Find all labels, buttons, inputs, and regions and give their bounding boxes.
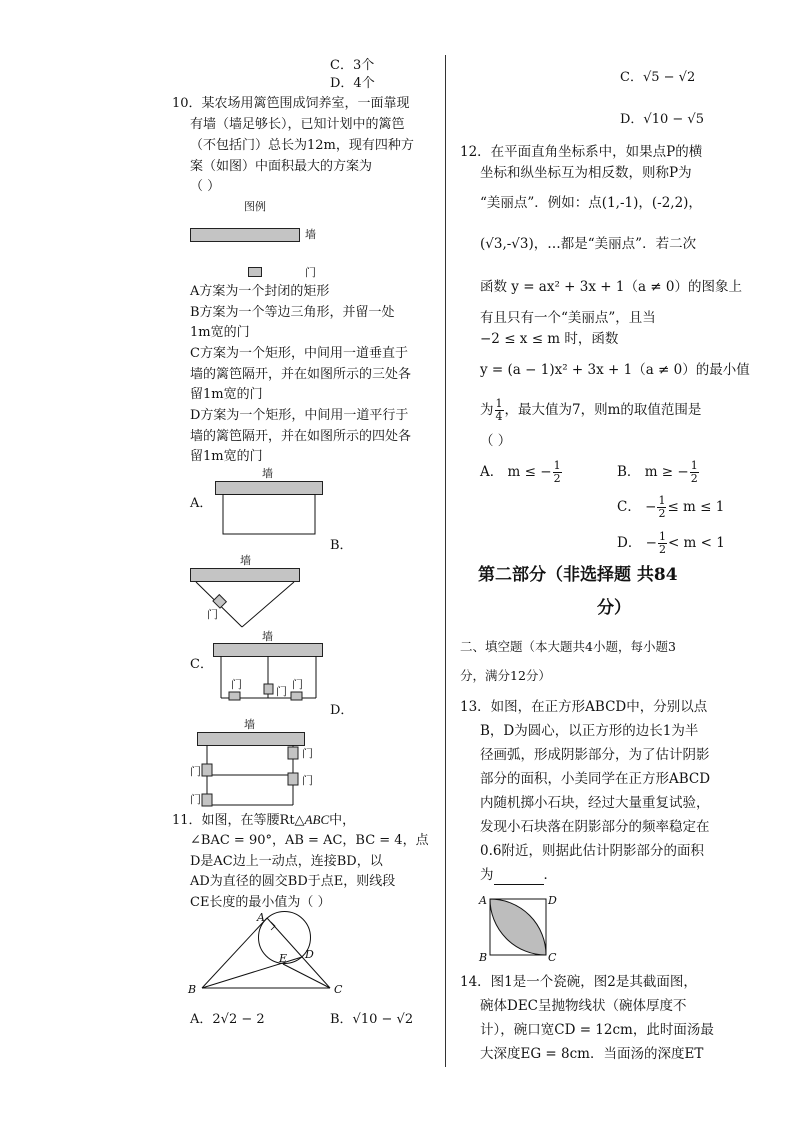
fig-d-door-label-3: 门 bbox=[302, 774, 313, 787]
q13-line-5: 内随机掷小石块，经过大量重复试验， bbox=[480, 795, 710, 811]
part-two-heading-1: 第二部分（非选择题 共84 bbox=[478, 565, 678, 585]
q11-point-e: E bbox=[279, 952, 288, 965]
legend-door-label: 门 bbox=[305, 266, 316, 279]
fig-d-door-label-2: 门 bbox=[190, 765, 201, 778]
fig-d-wall bbox=[197, 732, 305, 746]
q12-option-b: B． m ≥ − $\frac{1}{2}$ bbox=[617, 459, 698, 485]
q11-point-c: C bbox=[334, 983, 343, 996]
q12-line-7: −2 ≤ x ≤ m 时，函数 bbox=[480, 331, 619, 347]
fig-b-door-label: 门 bbox=[207, 608, 218, 621]
q11-option-a: A．2√2 − 2 bbox=[190, 1012, 265, 1027]
q13-line-2: B，D为圆心，以正方形的边长1为半 bbox=[480, 723, 699, 739]
q13-point-b: B bbox=[479, 951, 488, 964]
q10-plan-c-3: 留1m宽的门 bbox=[190, 387, 263, 402]
legend-door-swatch bbox=[248, 267, 262, 277]
fig-a-label: A． bbox=[190, 496, 213, 511]
q14-line-3: 计），碗口宽CD = 12cm，此时面汤最 bbox=[480, 1022, 714, 1038]
q10-line-4: 案（如图）中面积最大的方案为 bbox=[190, 159, 373, 174]
q12-line-3: “美丽点”．例如：点(1,-1)，(-2,2)， bbox=[480, 195, 702, 211]
q13-line-4: 部分的面积，小美同学在正方形ABCD bbox=[480, 771, 711, 787]
q13-line-1: 13．如图，在正方形ABCD中，分别以点 bbox=[460, 699, 708, 715]
q11-option-d: D．√10 − √5 bbox=[620, 112, 704, 127]
fig-c-enclosure bbox=[213, 656, 325, 702]
fig-c-door-label-3: 门 bbox=[292, 678, 303, 691]
fig-b-wall bbox=[190, 568, 300, 582]
q10-plan-c-2: 墙的篱笆隔开，并在如图所示的三处各 bbox=[190, 367, 412, 382]
fig-c-wall-label: 墙 bbox=[262, 630, 273, 643]
q10-plan-d-3: 留1m宽的门 bbox=[190, 449, 263, 464]
fig-b-wall-label: 墙 bbox=[240, 554, 251, 567]
fig-d-door-label-4: 门 bbox=[190, 793, 201, 806]
fig-a-wall bbox=[215, 481, 323, 495]
fraction-one-quarter: $\frac{1}{4}$ bbox=[495, 397, 503, 423]
q11-line-4: AD为直径的圆交BD于点E，则线段 bbox=[190, 874, 396, 889]
q10-line-1: 10．某农场用篱笆围成饲养室，一面靠现 bbox=[172, 96, 410, 111]
q13-point-c: C bbox=[548, 951, 557, 964]
q11-option-b: B．√10 − √2 bbox=[330, 1012, 414, 1027]
q12-answer-paren: （ ） bbox=[480, 433, 512, 449]
legend-title: 图例 bbox=[244, 200, 266, 213]
q10-plan-d-2: 墙的篱笆隔开，并在如图所示的四处各 bbox=[190, 429, 412, 444]
fig-c-label: C． bbox=[190, 657, 213, 672]
q13-line-6: 发现小石块落在阴影部分的频率稳定在 bbox=[480, 819, 710, 835]
q10-plan-d-1: D方案为一个矩形，中间用一道平行于 bbox=[190, 408, 409, 423]
q12-line-9: 为 $\frac{1}{4}$ ，最大值为7，则m的取值范围是 bbox=[480, 397, 702, 423]
q12-option-c: C． − $\frac{1}{2}$ ≤ m ≤ 1 bbox=[617, 494, 725, 520]
column-divider bbox=[445, 55, 446, 1067]
q14-line-1: 14．图1是一个瓷碗，图2是其截面图， bbox=[460, 974, 697, 990]
fig-d-label: D． bbox=[330, 703, 354, 718]
q13-answer-blank[interactable] bbox=[494, 870, 544, 885]
q10-line-3: （不包括门）总长为12m，现有四种方 bbox=[190, 138, 414, 153]
q11-line-3: D是AC边上一动点，连接BD，以 bbox=[190, 854, 383, 869]
q11-line-5: CE长度的最小值为（ ） bbox=[190, 895, 331, 910]
q11-line-1: 11．如图，在等腰Rt△ABC中， bbox=[172, 812, 356, 828]
q14-line-2: 碗体DEC呈抛物线状（碗体厚度不 bbox=[480, 998, 687, 1014]
q12-line-1: 12．在平面直角坐标系中，如果点P的横 bbox=[460, 144, 703, 160]
q13-line-8: 为 ． bbox=[480, 867, 557, 883]
q12-line-2: 坐标和纵坐标互为相反数，则称P为 bbox=[480, 165, 692, 181]
fig-c-door-label-2: 门 bbox=[276, 685, 287, 698]
q10-plan-c-1: C方案为一个矩形，中间用一道垂直于 bbox=[190, 346, 408, 361]
q12-line-6: 有且只有一个“美丽点”，且当 bbox=[480, 310, 656, 326]
q11-point-b: B bbox=[188, 983, 197, 996]
fig-d-enclosure bbox=[197, 745, 309, 807]
q12-line-8: y = (a − 1)x² + 3x + 1（a ≠ 0）的最小值 bbox=[480, 362, 750, 378]
section-two-heading-2: 分，满分12分） bbox=[460, 668, 551, 683]
fig-c-wall bbox=[213, 643, 323, 657]
q10-line-2: 有墙（墙足够长），已知计划中的篱笆 bbox=[190, 117, 405, 132]
q10-plan-b-2: 1m宽的门 bbox=[190, 325, 250, 340]
q9-option-c: C．3个 bbox=[330, 58, 375, 73]
q12-line-4: (√3,-√3)，…都是“美丽点”．若二次 bbox=[480, 236, 697, 252]
q9-option-d: D．4个 bbox=[330, 76, 375, 91]
fig-b-label: B． bbox=[330, 538, 353, 553]
q13-point-a: A bbox=[479, 894, 487, 907]
fig-a-enclosure bbox=[215, 494, 325, 536]
section-two-heading-1: 二、填空题（本大题共4小题，每小题3 bbox=[460, 639, 676, 654]
q11-point-a: A bbox=[257, 911, 265, 924]
q11-option-c: C．√5 − √2 bbox=[620, 70, 696, 85]
q11-line-2: ∠BAC = 90°，AB = AC，BC = 4，点 bbox=[190, 833, 429, 848]
q10-plan-b-1: B方案为一个等边三角形，并留一处 bbox=[190, 305, 395, 320]
q13-line-7: 0.6附近，则据此估计阴影部分的面积 bbox=[480, 843, 704, 859]
q12-option-d: D． − $\frac{1}{2}$ < m < 1 bbox=[617, 530, 725, 556]
q12-option-a: A． m ≤ − $\frac{1}{2}$ bbox=[480, 459, 561, 485]
q12-line-5: 函数 y = ax² + 3x + 1（a ≠ 0）的图象上 bbox=[480, 279, 742, 295]
q11-point-d: D bbox=[305, 948, 314, 961]
fig-d-wall-label: 墙 bbox=[244, 718, 255, 731]
fig-d-door-label-1: 门 bbox=[302, 747, 313, 760]
legend-wall-label: 墙 bbox=[305, 228, 316, 241]
q11-triangle-figure bbox=[185, 908, 345, 1000]
legend-wall-swatch bbox=[190, 228, 300, 242]
q13-point-d: D bbox=[548, 894, 557, 907]
fig-a-wall-label: 墙 bbox=[262, 467, 273, 480]
q13-line-3: 径画弧，形成阴影部分，为了估计阴影 bbox=[480, 747, 710, 763]
q14-line-4: 大深度EG = 8cm．当面汤的深度ET bbox=[480, 1046, 704, 1062]
q10-answer-paren: （ ） bbox=[190, 179, 221, 194]
part-two-heading-2: 分） bbox=[597, 598, 631, 618]
q10-plan-a: A方案为一个封闭的矩形 bbox=[190, 284, 330, 299]
fig-c-door-label-1: 门 bbox=[231, 678, 242, 691]
